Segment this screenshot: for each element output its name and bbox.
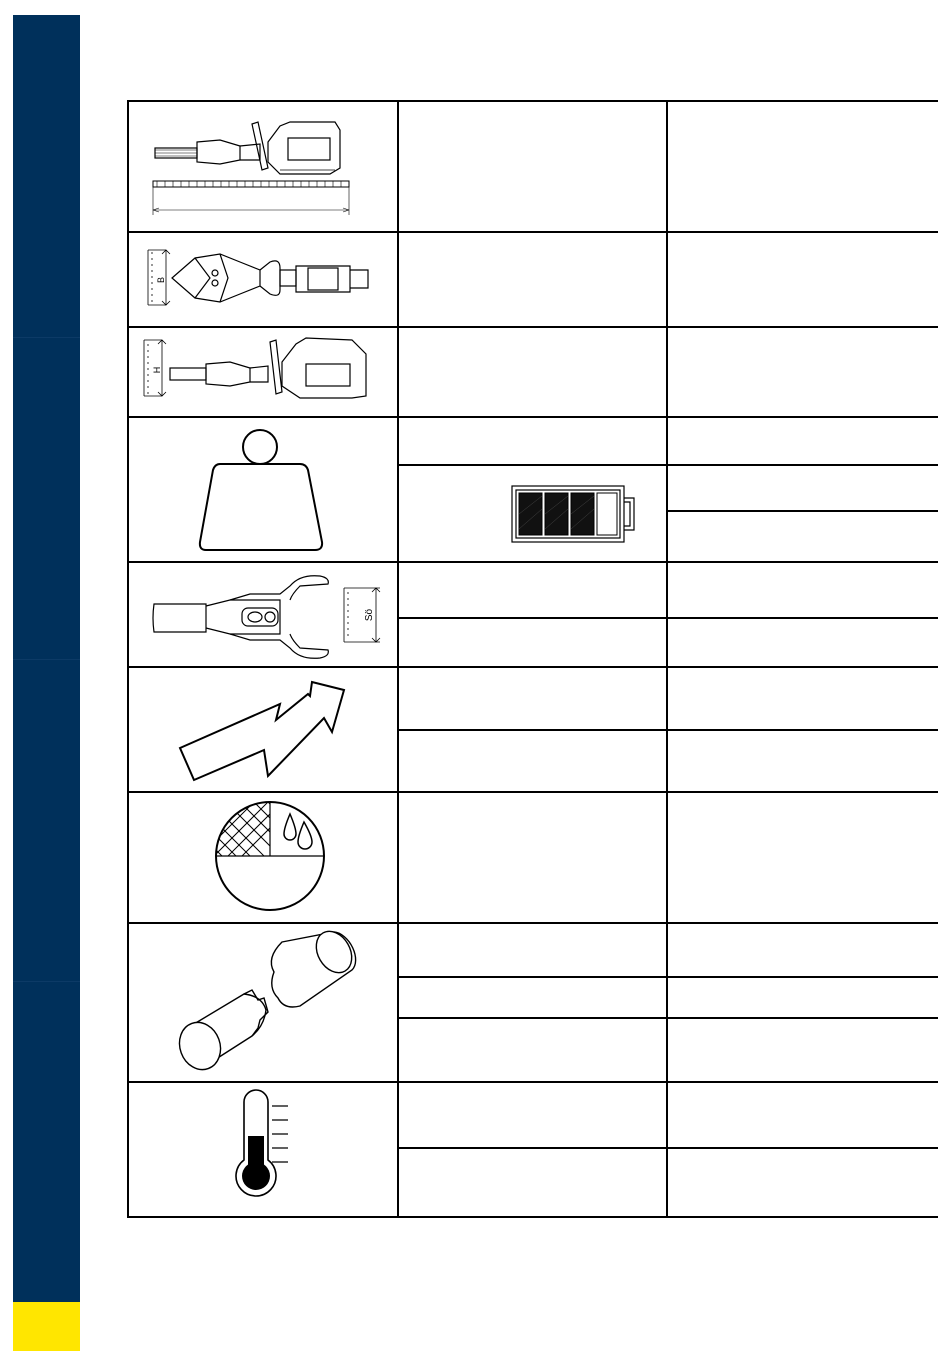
tool-side-view-height-icon — [140, 334, 380, 410]
row-divider — [127, 791, 938, 793]
sidebar-divider — [13, 981, 80, 982]
tool-top-view-width-icon — [140, 240, 380, 320]
row-divider — [127, 561, 938, 563]
sidebar-divider — [13, 659, 80, 660]
column-divider — [666, 100, 668, 1218]
row-divider — [127, 231, 938, 233]
cut-tube-icon — [172, 928, 362, 1078]
table-border-top — [127, 100, 938, 102]
column-divider — [397, 100, 399, 1218]
jaw-opening-icon — [150, 570, 390, 662]
weight-icon — [198, 428, 328, 554]
thermometer-icon — [228, 1088, 298, 1200]
height-label: H — [152, 366, 162, 374]
table-border-bottom — [127, 1216, 938, 1218]
opening-label: Sö — [364, 608, 375, 622]
row-divider — [127, 1081, 938, 1083]
row-divider — [127, 416, 938, 418]
sidebar — [13, 15, 80, 1351]
row-divider — [127, 922, 938, 924]
row-divider — [127, 326, 938, 328]
width-label: B — [156, 276, 166, 284]
sidebar-divider — [13, 337, 80, 338]
ip-protection-icon — [212, 798, 332, 914]
subrow-divider — [666, 510, 938, 512]
sidebar-accent-bar — [13, 1302, 80, 1351]
subrow-divider — [397, 976, 938, 978]
subrow-divider — [397, 1147, 938, 1149]
table-border-left — [127, 100, 129, 1218]
subrow-divider — [397, 464, 938, 466]
subrow-divider — [397, 617, 938, 619]
battery-icon — [510, 484, 640, 544]
tool-side-view-length-icon — [140, 112, 380, 222]
subrow-divider — [397, 729, 938, 731]
lightning-arrow-icon — [172, 676, 352, 786]
subrow-divider — [397, 1017, 938, 1019]
row-divider — [127, 666, 938, 668]
